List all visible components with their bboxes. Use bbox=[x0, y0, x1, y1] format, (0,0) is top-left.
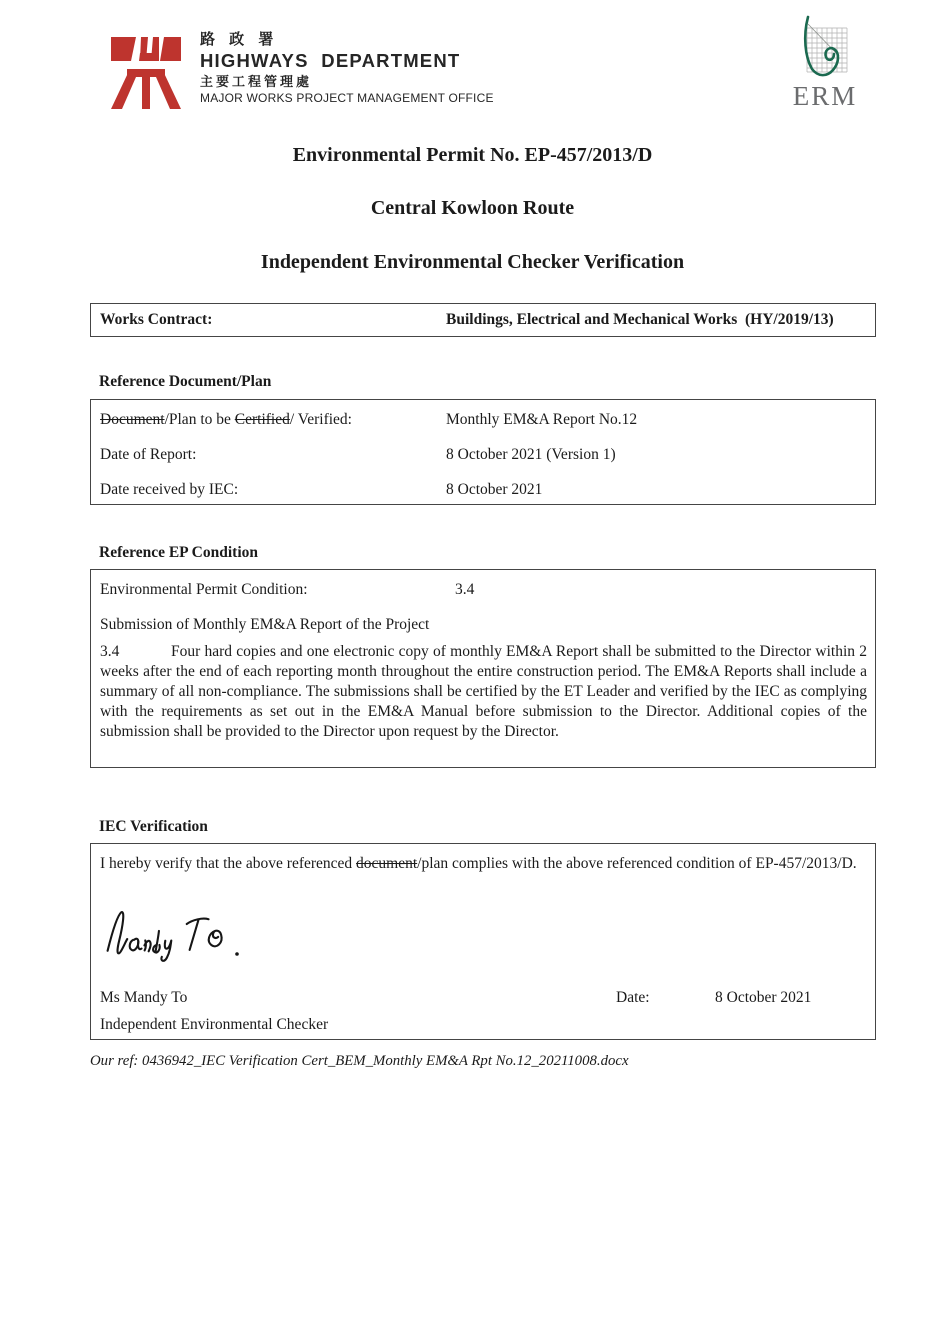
project-title: Central Kowloon Route bbox=[370, 197, 575, 219]
highways-department-logo-icon bbox=[103, 30, 189, 117]
ep-condition-title: Submission of Monthly EM&A Report of the Project bbox=[100, 616, 430, 633]
iec-verification-statement: I hereby verify that the above referenced document/plan complies with the above referenced condition of EP-457/2013/D. bbox=[100, 855, 857, 872]
office-name-en: MAJOR WORKS PROJECT MANAGEMENT OFFICE bbox=[200, 90, 494, 105]
erm-wordmark: ERM bbox=[792, 81, 858, 111]
handwritten-signature-image bbox=[101, 902, 276, 969]
signatory-title: Independent Environmental Checker bbox=[100, 1016, 329, 1033]
date-received-value: 8 October 2021 bbox=[446, 481, 543, 498]
reference-ep-condition-box bbox=[90, 569, 876, 768]
signature-date-value: 8 October 2021 bbox=[715, 989, 812, 1006]
date-of-report-label: Date of Report: bbox=[100, 446, 197, 463]
dept-name-zh: 路 政 署 bbox=[200, 31, 279, 48]
document-type-title: Independent Environmental Checker Verification bbox=[260, 251, 685, 273]
iec-verification-box bbox=[90, 843, 876, 1040]
ep-condition-value: 3.4 bbox=[455, 581, 475, 598]
ep-clause-text: 3.4 Four hard copies and one electronic copy of monthly EM&A Report shall be submitted to the Director within 2 weeks after the end of each reporting month throughout the entire construction period. The EM&A Reports shall include a summary of all non-compliance. The submissions shall be certified by the ET Leader and verified by the IEC as complying with the requirements as set out in the EM&A Manual before submission to the Director. Additional copies of the submission shall be provided to the Director upon request by the Director. bbox=[100, 643, 867, 740]
erm-logo bbox=[789, 14, 861, 112]
doc-plan-value: Monthly EM&A Report No.12 bbox=[446, 411, 638, 428]
doc-plan-label: Document/Plan to be Certified/ Verified: bbox=[100, 411, 352, 428]
works-contract-box bbox=[90, 303, 876, 337]
office-name-zh: 主要工程管理處 bbox=[200, 73, 313, 89]
our-ref-line: Our ref: 0436942_IEC Verification Cert_BEM_Monthly EM&A Rpt No.12_20211008.docx bbox=[90, 1053, 629, 1069]
signatory-name: Ms Mandy To bbox=[100, 989, 188, 1006]
dept-name-en: HIGHWAYS DEPARTMENT bbox=[200, 49, 461, 71]
ep-clause-number: 3.4 bbox=[100, 643, 120, 660]
ep-condition-label: Environmental Permit Condition: bbox=[100, 581, 308, 598]
reference-document-heading: Reference Document/Plan bbox=[99, 373, 272, 390]
signature-date-label: Date: bbox=[616, 989, 650, 1006]
works-contract-value: Buildings, Electrical and Mechanical Works (HY/2019/13) bbox=[446, 311, 834, 328]
reference-document-box bbox=[90, 399, 876, 505]
works-contract-label: Works Contract: bbox=[100, 311, 213, 328]
erm-logo-icon bbox=[793, 14, 857, 78]
department-header bbox=[200, 31, 494, 105]
date-received-label: Date received by IEC: bbox=[100, 481, 239, 498]
iec-verification-heading: IEC Verification bbox=[99, 818, 208, 835]
reference-ep-condition-heading: Reference EP Condition bbox=[99, 544, 259, 561]
permit-number-title: Environmental Permit No. EP-457/2013/D bbox=[292, 144, 653, 166]
date-of-report-value: 8 October 2021 (Version 1) bbox=[446, 446, 616, 463]
